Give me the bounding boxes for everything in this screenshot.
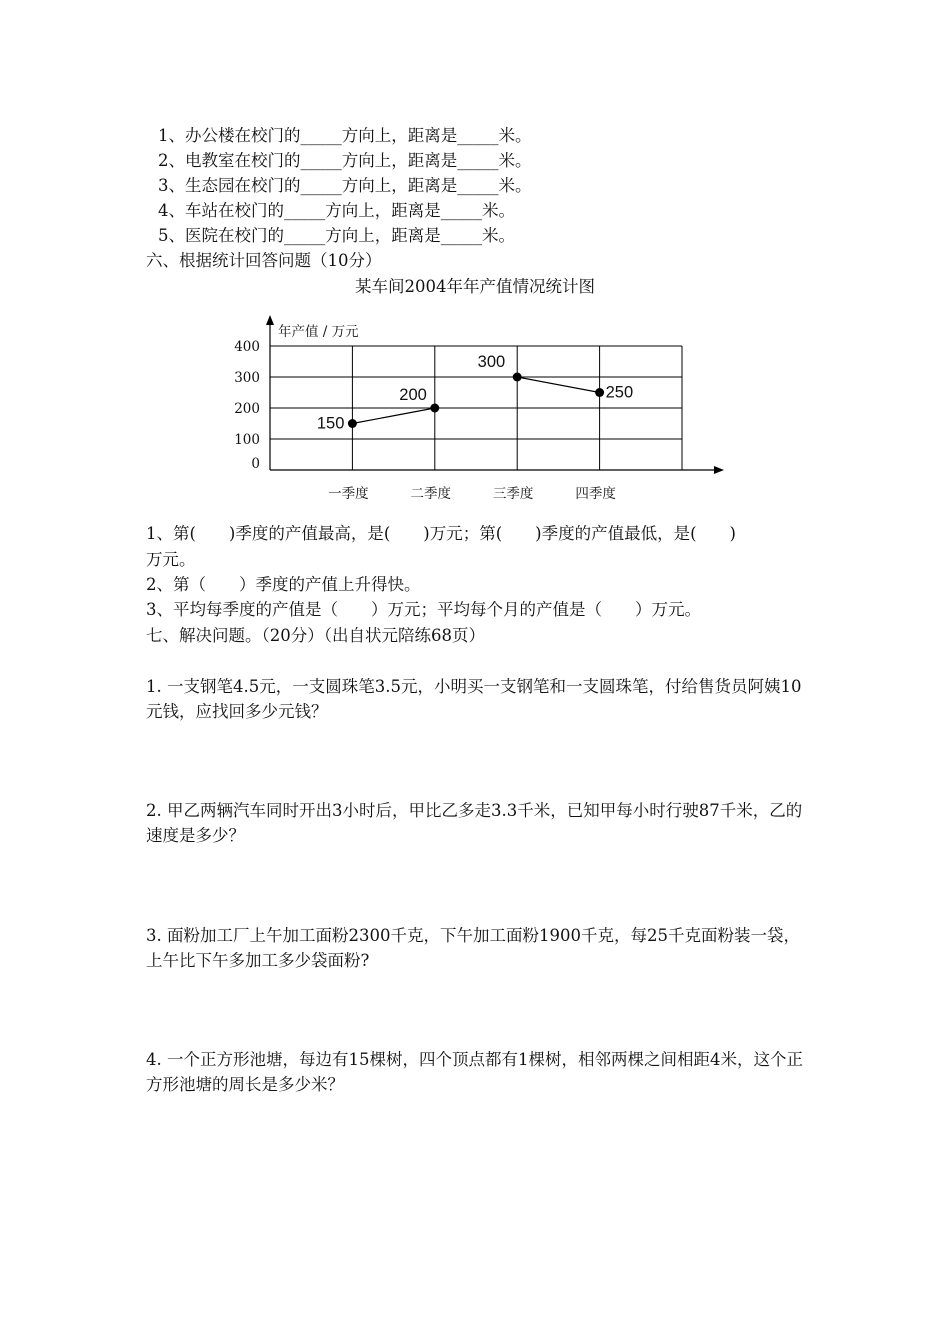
data-label: 150 xyxy=(316,414,345,433)
y-tick-label: 200 xyxy=(234,401,260,417)
y-tick-label: 100 xyxy=(234,432,260,448)
line-chart xyxy=(220,312,740,512)
direction-question-4: 4、车站在校门的_____方向上，距离是_____米。 xyxy=(158,201,515,220)
section-6-title: 六、根据统计回答问题（10分） xyxy=(146,251,382,270)
series-line-segment-2 xyxy=(517,377,599,393)
direction-question-1: 1、办公楼在校门的_____方向上，距离是_____米。 xyxy=(158,126,532,145)
word-problem-3: 3. 面粉加工厂上午加工面粉2300千克，下午加工面粉1900千克，每25千克面粉装一袋，上午比下午多加工多少袋面粉? xyxy=(146,926,800,970)
data-point xyxy=(595,388,604,397)
series-line-segment-1 xyxy=(352,408,434,424)
y-axis-label: 年产值 / 万元 xyxy=(278,324,359,340)
word-problem-1: 1. 一支钢笔4.5元，一支圆珠笔3.5元，小明买一支钢笔和一支圆珠笔，付给售货员阿姨10元钱，应找回多少元钱？ xyxy=(146,677,802,721)
chart-question-3: 3、平均每季度的产值是（ ）万元；平均每个月的产值是（ ）万元。 xyxy=(146,600,701,619)
x-tick-label: 三季度 xyxy=(492,486,534,502)
chart-grid xyxy=(270,346,682,470)
x-tick-label: 四季度 xyxy=(575,486,616,502)
data-point xyxy=(348,419,357,428)
direction-question-5: 5、医院在校门的_____方向上，距离是_____米。 xyxy=(158,226,515,245)
direction-question-2: 2、电教室在校门的_____方向上，距离是_____米。 xyxy=(158,151,532,170)
chart-title: 某车间2004年年产值情况统计图 xyxy=(355,277,595,296)
data-label: 300 xyxy=(477,353,506,371)
chart-question-1-line1: 1、第( )季度的产值最高，是( )万元；第( )季度的产值最低，是( ) xyxy=(146,524,736,543)
data-label: 200 xyxy=(399,386,427,404)
y-tick-label: 0 xyxy=(251,456,260,472)
x-tick-label: 一季度 xyxy=(328,486,369,502)
y-axis-arrow xyxy=(266,315,274,325)
x-tick-label: 二季度 xyxy=(410,486,452,502)
data-label: 250 xyxy=(605,383,634,402)
chart-question-2: 2、第（ ）季度的产值上升得快。 xyxy=(146,575,421,594)
data-point xyxy=(430,404,439,413)
chart-question-1-line2: 万元。 xyxy=(146,550,196,569)
word-problem-4: 4. 一个正方形池塘，每边有15棵树，四个顶点都有1棵树，相邻两棵之间相距4米，这个正方形池塘的周长是多少米？ xyxy=(146,1050,803,1094)
data-point xyxy=(513,373,522,382)
y-tick-label: 400 xyxy=(234,339,260,355)
y-tick-label: 300 xyxy=(234,370,260,386)
chart-axes xyxy=(266,315,724,474)
x-axis-arrow xyxy=(714,466,724,474)
direction-question-3: 3、生态园在校门的_____方向上，距离是_____米。 xyxy=(158,176,532,195)
word-problem-2: 2. 甲乙两辆汽车同时开出3小时后，甲比乙多走3.3千米，已知甲每小时行驶87千米，乙的速度是多少？ xyxy=(146,801,803,845)
section-7-title: 七、解决问题。（20分）（出自状元陪练68页） xyxy=(146,626,485,645)
